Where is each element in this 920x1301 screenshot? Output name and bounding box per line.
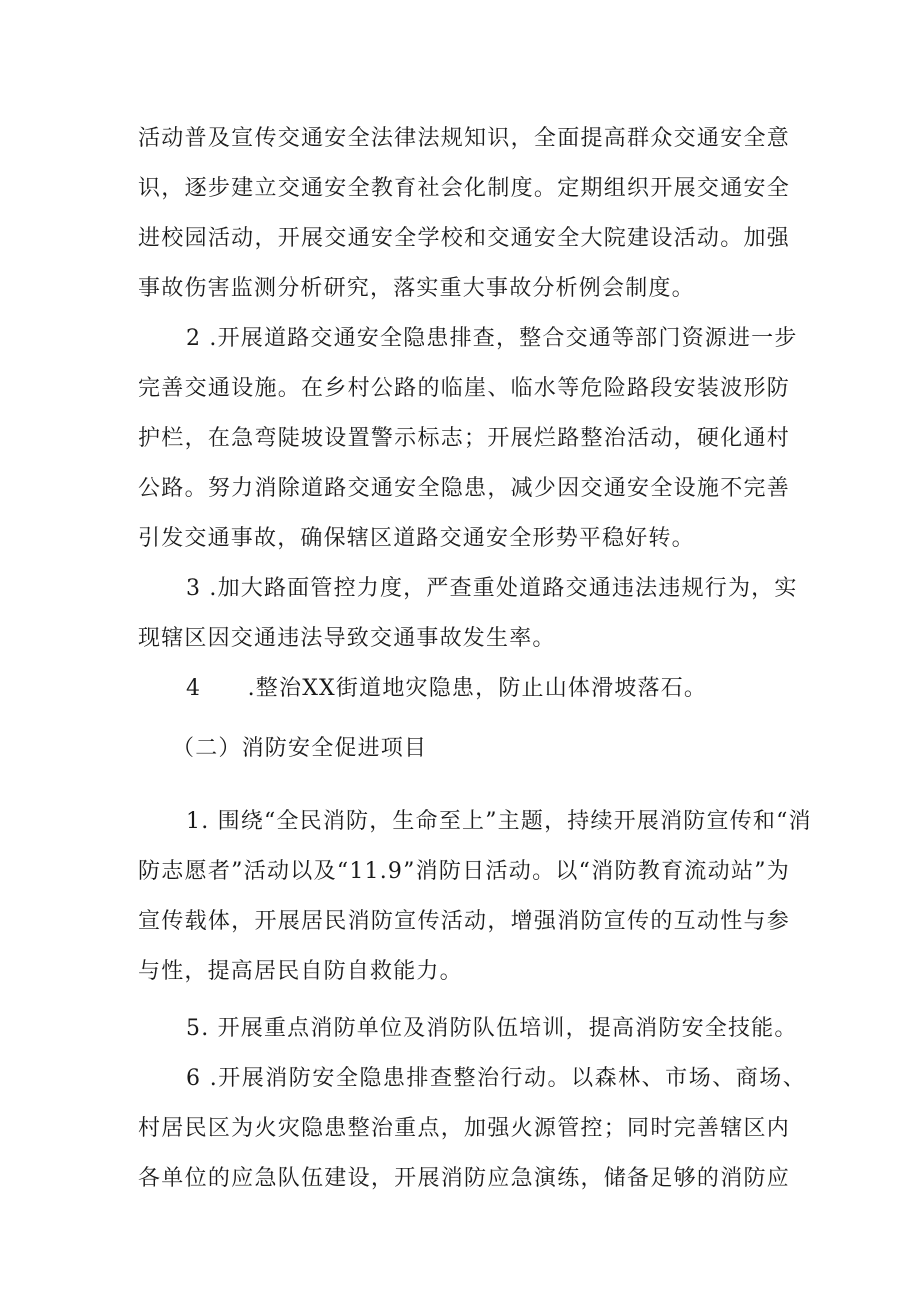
list-item-4-line: 4 .整治XX街道地灾隐患，防止山体滑坡落石。	[186, 676, 708, 701]
list-item-1-line: 1. 围绕“全民消防，生命至上”主题，持续开展消防宣传和“消	[186, 809, 812, 834]
paragraph-line: 事故伤害监测分析研究，落实重大事故分析例会制度。	[138, 276, 695, 301]
list-item-2-line: 2 .开展道路交通安全隐患排查，整合交通等部门资源进一步	[186, 326, 798, 351]
section-heading: （二）消防安全促进项目	[172, 736, 428, 761]
paragraph-line: 防志愿者”活动以及“11.9”消防日活动。以“消防教育流动站”为	[138, 859, 790, 884]
paragraph-line: 识，逐步建立交通安全教育社会化制度。定期组织开展交通安全	[138, 176, 790, 201]
list-item-6-line: 6 .开展消防安全隐患排查整治行动。以森林、市场、商场、	[186, 1066, 806, 1091]
paragraph-line: 现辖区因交通违法导致交通事故发生率。	[138, 626, 556, 651]
paragraph-line: 护栏，在急弯陡坡设置警示标志；开展烂路整治活动，硬化通村	[138, 426, 790, 451]
paragraph-line: 宣传载体，开展居民消防宣传活动，增强消防宣传的互动性与参	[138, 909, 790, 934]
paragraph-line: 完善交通设施。在乡村公路的临崖、临水等危险路段安装波形防	[138, 376, 790, 401]
paragraph-line: 活动普及宣传交通安全法律法规知识，全面提高群众交通安全意	[138, 126, 790, 151]
list-item-5-line: 5. 开展重点消防单位及消防队伍培训，提高消防安全技能。	[186, 1016, 798, 1041]
list-item-3-line: 3 .加大路面管控力度，严查重处道路交通违法违规行为，实	[186, 576, 798, 601]
paragraph-line: 引发交通事故，确保辖区道路交通安全形势平稳好转。	[138, 526, 695, 551]
paragraph-line: 与性，提高居民自防自救能力。	[138, 959, 463, 984]
paragraph-line: 公路。努力消除道路交通安全隐患，减少因交通安全设施不完善	[138, 476, 790, 501]
paragraph-line: 各单位的应急队伍建设，开展消防应急演练，储备足够的消防应	[138, 1166, 790, 1191]
paragraph-line: 村居民区为火灾隐患整治重点，加强火源管控；同时完善辖区内	[138, 1116, 790, 1141]
paragraph-line: 进校园活动，开展交通安全学校和交通安全大院建设活动。加强	[138, 226, 790, 251]
